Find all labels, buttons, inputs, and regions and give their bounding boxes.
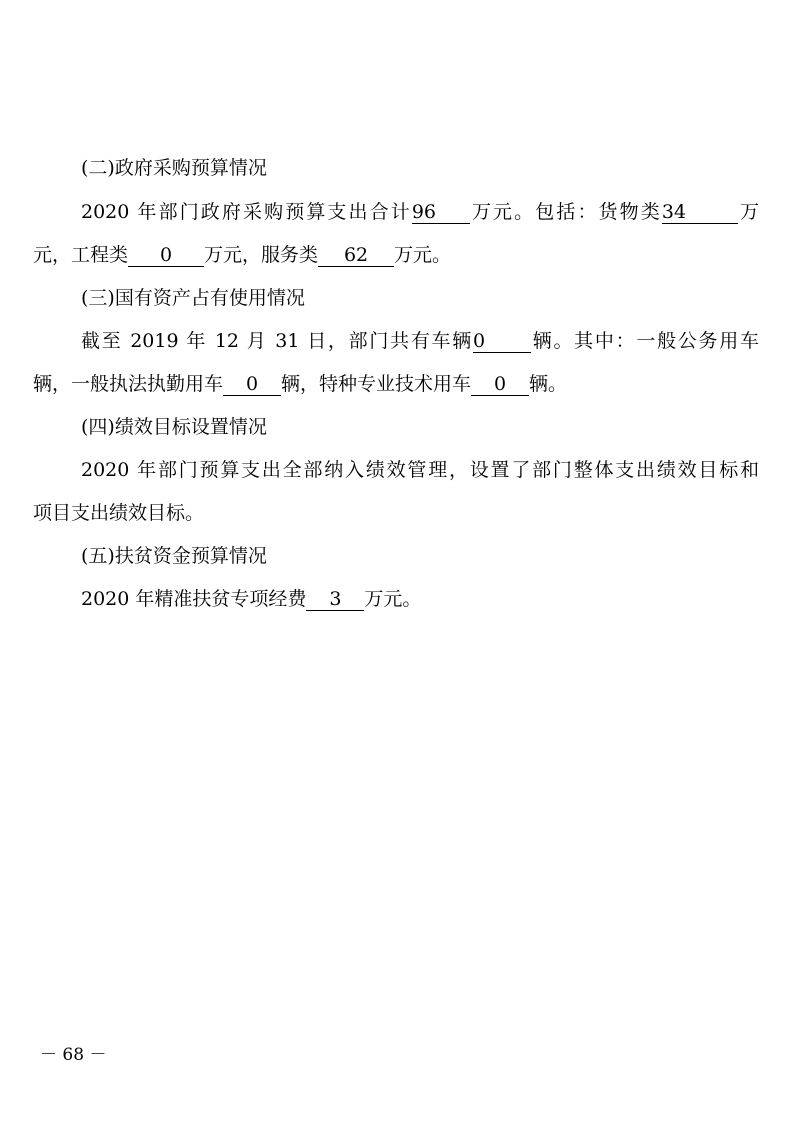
assets-vehicles-label: 截至 2019 年 12 月 31 日，部门共有车辆 <box>81 330 473 352</box>
performance-line-2-text: 项目支出绩效目标。 <box>33 502 205 524</box>
poverty-label: 2020 年精准扶贫专项经费 <box>81 588 307 610</box>
procurement-line-2 <box>33 240 759 270</box>
assets-law-label: 辆，一般执法执勤用车 <box>33 373 224 395</box>
procurement-services-label: 万元，服务类 <box>204 244 319 266</box>
procurement-services-value: 62 <box>318 244 394 267</box>
assets-law-value: 0 <box>223 373 281 396</box>
heading-assets <box>81 283 759 313</box>
procurement-engineering-label: 元，工程类 <box>33 244 129 266</box>
poverty-line-1 <box>81 584 759 614</box>
assets-special-value: 0 <box>471 373 529 396</box>
performance-line-1 <box>81 455 759 485</box>
procurement-goods-value: 34 <box>662 201 738 224</box>
heading-poverty-text: (五)扶贫资金预算情况 <box>81 545 267 567</box>
assets-vehicles-value: 0 <box>473 330 531 353</box>
procurement-total-value: 96 <box>412 201 470 224</box>
heading-procurement <box>81 153 759 183</box>
procurement-goods-label: 万元。包括：货物类 <box>469 201 662 223</box>
performance-line-1-text: 2020 年部门预算支出全部纳入绩效管理，设置了部门整体支出绩效目标和 <box>81 459 759 481</box>
poverty-line1-end: 万元。 <box>364 588 422 610</box>
heading-assets-text: (三)国有资产占有使用情况 <box>81 287 305 309</box>
procurement-line1-end: 万 <box>737 201 759 223</box>
procurement-line-1 <box>81 197 759 227</box>
procurement-line2-end: 万元。 <box>394 244 452 266</box>
assets-line1-end: 辆。其中：一般公务用车 <box>531 330 759 352</box>
performance-line-2 <box>33 498 759 528</box>
heading-poverty <box>81 541 759 571</box>
procurement-total-label: 2020 年部门政府采购预算支出合计 <box>81 201 412 223</box>
heading-performance-text: (四)绩效目标设置情况 <box>81 416 267 438</box>
heading-performance <box>81 412 759 442</box>
assets-line-2 <box>33 369 759 399</box>
assets-line-1 <box>81 326 759 356</box>
procurement-engineering-value: 0 <box>128 244 204 267</box>
assets-line2-end: 辆。 <box>529 373 568 395</box>
poverty-amount-value: 3 <box>306 588 364 611</box>
heading-procurement-text: (二)政府采购预算情况 <box>81 157 267 179</box>
assets-special-label: 辆，特种专业技术用车 <box>281 373 472 395</box>
page-number: － 68 － <box>40 1045 107 1065</box>
